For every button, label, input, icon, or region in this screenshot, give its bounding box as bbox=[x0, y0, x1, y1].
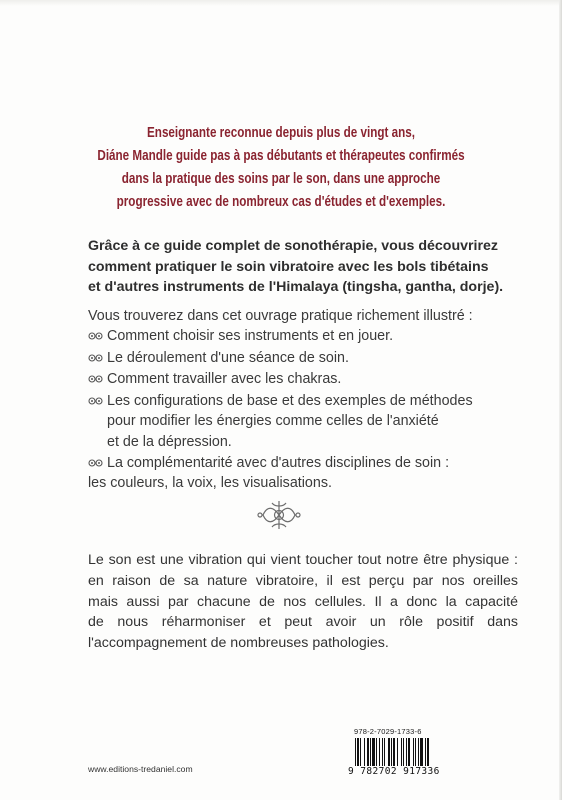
closing-line: l'accompagnement de nombreuses pathologies. bbox=[88, 635, 389, 652]
endless-knot-ornament-icon bbox=[257, 498, 301, 532]
list-item-text: Le déroulement d'une séance de soin. bbox=[107, 349, 349, 366]
closing-line: mais aussi par chacune de nos cellules. Il a donc la capacité bbox=[88, 593, 518, 610]
page-top-edge bbox=[0, 0, 562, 6]
intro-line: dans la pratique des soins par le son, dans une approche bbox=[121, 171, 441, 187]
intro-line: Enseignante reconnue depuis plus de vingt ans, bbox=[147, 125, 415, 141]
list-item-text: pour modifier les énergies comme celles de l'anxiété bbox=[107, 413, 439, 430]
list-item-text: La complémentarité avec d'autres disciplines de soin : bbox=[107, 455, 450, 472]
lead-line: comment pratiquer le soin vibratoire avec les bols tibétains bbox=[88, 258, 489, 275]
list-item-text: les couleurs, la voix, les visualisations. bbox=[88, 475, 332, 492]
list-item bbox=[88, 348, 528, 368]
list-item-text: Les configurations de base et des exemples de méthodes bbox=[107, 393, 473, 410]
feature-list bbox=[88, 326, 528, 495]
list-intro: Vous trouverez dans cet ouvrage pratique richement illustré : bbox=[88, 308, 473, 324]
list-item bbox=[88, 326, 528, 346]
lead-line: Grâce à ce guide complet de sonothérapie, vous découvrirez bbox=[88, 238, 498, 254]
list-item bbox=[88, 391, 528, 452]
isbn-number: 978-2-7029-1733-6 bbox=[354, 727, 422, 736]
double-ring-bullet-icon bbox=[88, 375, 104, 383]
list-item-text: Comment travailler avec les chakras. bbox=[107, 371, 342, 388]
list-item-text: et de la dépression. bbox=[107, 433, 232, 450]
closing-line: en raison de sa nature vibratoire, il est perçu par nos oreilles bbox=[88, 572, 518, 589]
double-ring-bullet-icon bbox=[88, 397, 104, 405]
closing-line: de nous réharmoniser et peut avoir un rôle positif dans bbox=[88, 614, 518, 631]
intro-line: Diáne Mandle guide pas à pas débutants et thérapeutes confirmés bbox=[97, 148, 465, 164]
list-item-text: Comment choisir ses instruments et en jouer. bbox=[107, 328, 394, 344]
intro-paragraph bbox=[88, 122, 474, 214]
list-item bbox=[88, 453, 528, 493]
lead-paragraph bbox=[88, 236, 508, 298]
lead-line: et d'autres instruments de l'Himalaya (tingsha, gantha, dorje). bbox=[88, 279, 504, 295]
double-ring-bullet-icon bbox=[88, 332, 104, 340]
double-ring-bullet-icon bbox=[88, 354, 104, 362]
closing-paragraph bbox=[88, 550, 518, 654]
publisher-website: www.editions-tredaniel.com bbox=[88, 764, 193, 774]
intro-line: progressive avec de nombreux cas d'études et d'exemples. bbox=[116, 194, 446, 210]
double-ring-bullet-icon bbox=[88, 459, 104, 467]
barcode-digits: 9 782702 917336 bbox=[346, 766, 460, 777]
closing-line: Le son est une vibration qui vient toucher tout notre être physique : bbox=[88, 552, 518, 568]
list-item bbox=[88, 369, 528, 389]
